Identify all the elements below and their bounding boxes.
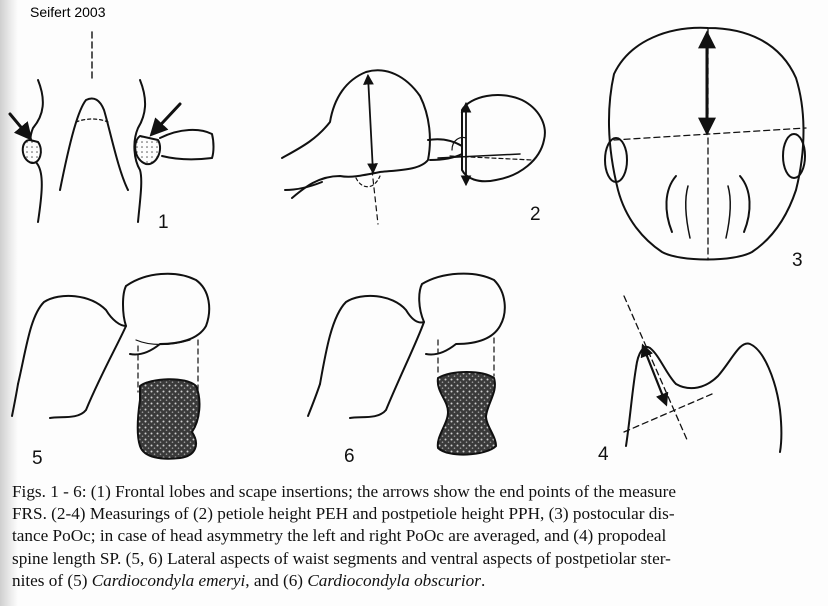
caption-line-5-end: . xyxy=(480,570,486,590)
caption-line-3: tance PoOc; in case of head asymmetry the left and right PoOc are averaged, and (4) propodeal xyxy=(12,526,667,546)
right-frs-arrow xyxy=(152,104,180,134)
left-eye xyxy=(605,138,627,182)
left-scape-insertion xyxy=(23,140,41,163)
figure-1-frontal-lobes xyxy=(10,32,214,233)
figure-6-waist-obscurior xyxy=(308,274,505,467)
species-name-emeryi: Cardiocondyla emeryi xyxy=(91,570,246,590)
figure-caption xyxy=(12,481,818,592)
species-name-obscurior: Cardiocondyla obscurior xyxy=(307,570,481,590)
caption-line-2: FRS. (2-4) Measurings of (2) petiole height PEH and postpetiole height PPH, (3) postocular dis- xyxy=(12,504,675,524)
figure-3-head-postocular xyxy=(605,28,806,271)
figure-5-waist-emeryi xyxy=(12,274,209,469)
figure-number-4: 4 xyxy=(598,444,609,465)
figure-number-6: 6 xyxy=(344,446,355,467)
caption-line-1: Figs. 1 - 6: (1) Frontal lobes and scape insertions; the arrows show the end points of the measure xyxy=(12,482,676,501)
caption-line-5 xyxy=(12,570,818,592)
sp-arrow xyxy=(643,346,666,404)
figure-number-3: 3 xyxy=(792,250,803,271)
postpetiolar-sternite-6 xyxy=(438,372,496,455)
right-scape-insertion xyxy=(135,136,160,164)
postpetiolar-sternite-5 xyxy=(138,379,200,458)
figure-4-propodeal-spine xyxy=(598,296,782,465)
figure-2-petiole-height xyxy=(282,70,545,225)
caption-line-5-start: nites of (5) xyxy=(12,570,92,590)
peh-arrow xyxy=(368,76,373,172)
figure-number-1: 1 xyxy=(158,212,169,233)
credit-label: Seifert 2003 xyxy=(30,4,106,20)
caption-line-5-mid: , and (6) xyxy=(245,570,308,590)
figure-number-2: 2 xyxy=(530,204,541,225)
figure-number-5: 5 xyxy=(32,448,43,469)
left-frs-arrow xyxy=(10,114,30,138)
caption-line-4: spine length SP. (5, 6) Lateral aspects of waist segments and ventral aspects of postpetiolar ster- xyxy=(12,548,671,568)
